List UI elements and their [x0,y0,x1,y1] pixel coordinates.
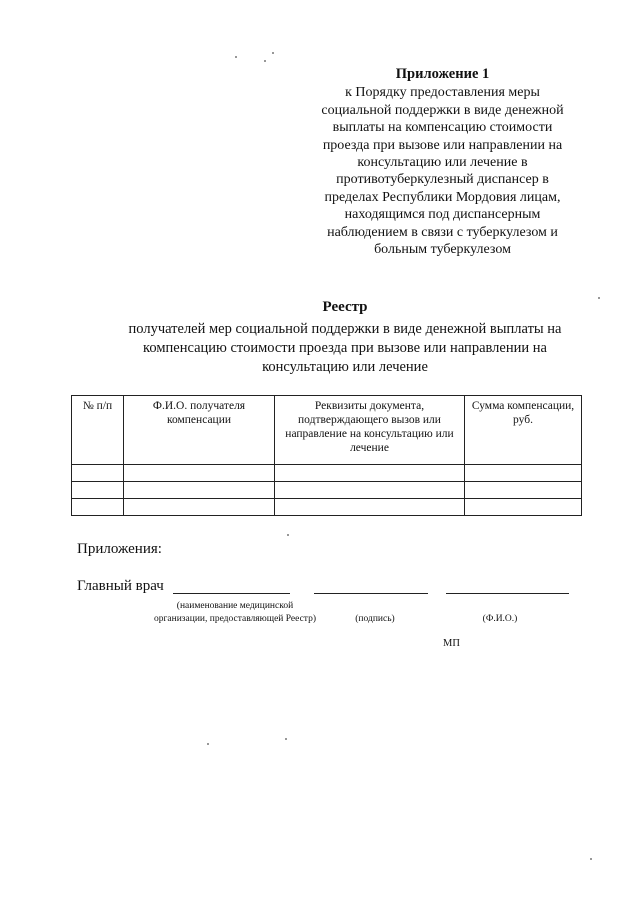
table-cell [465,465,582,482]
register-subtitle-line: получателей мер социальной поддержки в виде денежной выплаты на [128,321,562,337]
table-cell [72,499,124,516]
header-number: № п/п [72,396,124,465]
scan-speck [207,743,209,745]
table-cell [275,499,465,516]
appendix-line: выплаты на компенсацию стоимости [332,120,553,136]
scan-speck [285,738,287,740]
caption-line: организации, предоставляющей Реестр) [154,614,316,624]
signature-caption: (подпись) [355,614,395,624]
table-cell [72,465,124,482]
scan-speck [264,60,266,62]
register-subtitle-line: компенсацию стоимости проезда при вызове или направлении на [143,340,547,356]
table-row [72,482,582,499]
organization-line [173,593,290,594]
appendix-line: находящимся под диспансерным [344,207,541,223]
appendix-line: пределах Республики Мордовия лицам, [324,189,561,205]
table-cell [124,482,275,499]
header-recipient-name: Ф.И.О. получателя компенсации [124,396,275,465]
appendix-line: к Порядку предоставления меры [345,85,540,101]
name-caption: (Ф.И.О.) [482,614,518,624]
table-row [72,499,582,516]
scan-speck [287,534,289,536]
scan-speck [272,52,274,54]
scan-speck [235,56,237,58]
scan-speck [590,858,592,860]
register-subtitle-line: консультацию или лечение [262,359,428,375]
appendix-line: противотуберкулезный диспансер в [336,172,549,188]
table-cell [124,465,275,482]
attachments-label: Приложения: [77,541,162,557]
table-cell [465,499,582,516]
scan-speck [598,297,600,299]
table-header-row [72,396,582,465]
table-row [72,465,582,482]
appendix-line: социальной поддержки в виде денежной [321,102,564,118]
table-cell [124,499,275,516]
appendix-block [300,66,585,258]
appendix-line: наблюдением в связи с туберкулезом и [327,224,558,240]
stamp-label: МП [443,638,460,649]
appendix-line: больным туберкулезом [374,242,511,258]
register-title: Реестр [322,299,368,315]
table-cell [275,465,465,482]
appendix-line: консультацию или лечение в [357,155,528,171]
register-subtitle [100,320,590,377]
chief-doctor-label: Главный врач [77,578,164,594]
header-compensation-amount: Сумма компенсации, руб. [465,396,582,465]
appendix-line: проезда при вызове или направлении на [322,137,563,153]
signature-line [314,593,428,594]
table-cell [465,482,582,499]
register-table [71,395,582,516]
appendix-heading: Приложение 1 [395,66,490,82]
caption-line: (наименование медицинской [176,601,294,611]
header-document-details: Реквизиты документа, подтверждающего вызов или направление на консультацию или лечение [275,396,465,465]
table-cell [275,482,465,499]
name-line [446,593,569,594]
organization-caption [130,600,340,626]
table-cell [72,482,124,499]
